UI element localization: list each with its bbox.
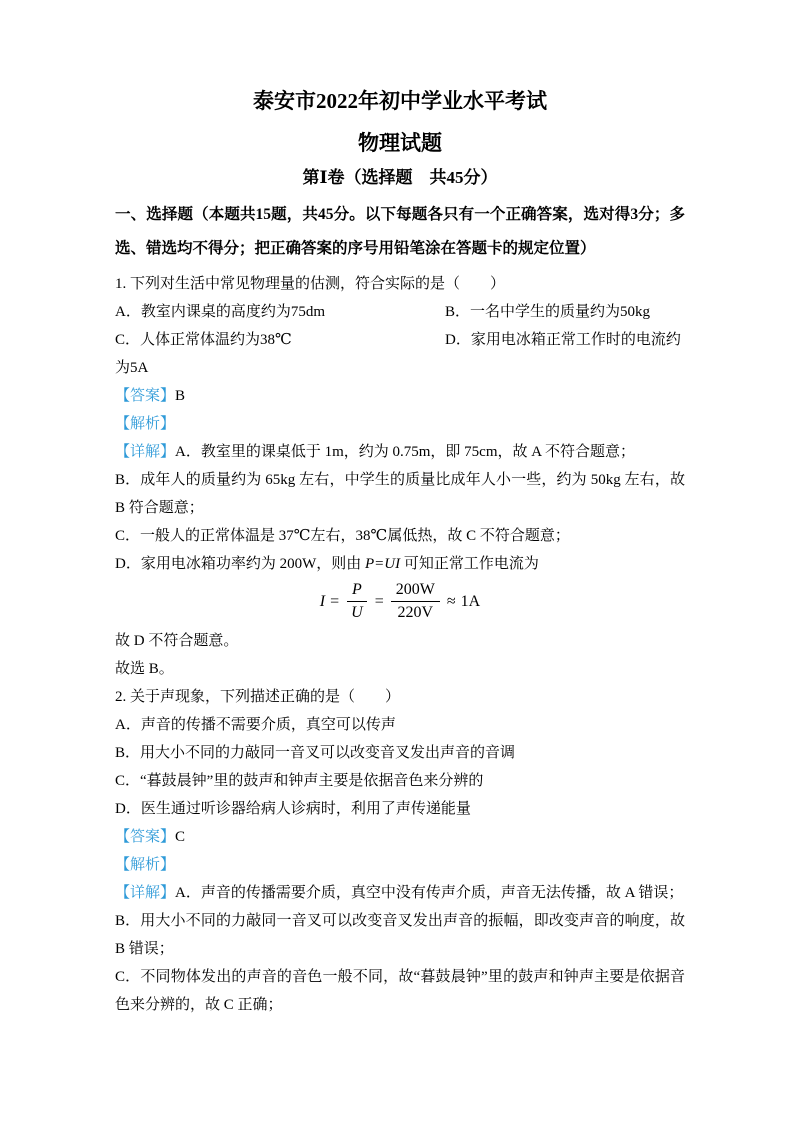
q1-option-c: C．人体正常体温约为38℃ (115, 332, 292, 348)
q1-detail-a (115, 438, 685, 466)
q2-analysis-line (115, 851, 685, 879)
formula-equals-2: = (374, 592, 384, 610)
formula-frac2-numerator: 200W (391, 581, 440, 602)
q1-answer-line (115, 382, 685, 410)
q1-options-row-1 (115, 298, 685, 326)
q1-options-row-2 (115, 326, 685, 354)
q2-detail-a-text: A．声音的传播需要介质，真空中没有传声介质，声音无法传播，故 A 错误； (175, 885, 684, 901)
formula-fraction-symbolic (346, 581, 368, 622)
q1-formula (115, 581, 685, 622)
formula-frac1-denominator: U (351, 604, 363, 621)
q1-detail-d-post: 可知正常工作电流为 (400, 556, 539, 572)
q2-stem: 2. 关于声现象，下列描述正确的是（ ） (115, 689, 401, 705)
q1-analysis-line (115, 410, 685, 438)
q1-detail-a-text: A．教室里的课桌低于 1m，约为 0.75m，即 75cm，故 A 不符合题意； (175, 444, 636, 460)
q1-answer-value: B (175, 388, 186, 404)
section-header: 第Ⅰ卷（选择题 共45分） (302, 168, 498, 187)
q1-conclusion-d: 故 D 不符合题意。 (115, 633, 239, 649)
q1-analysis-label: 【解析】 (115, 416, 176, 432)
q2-detail-label: 【详解】 (115, 885, 176, 901)
q1-option-a: A．教室内课桌的高度约为75dm (115, 304, 326, 320)
q1-option-b: B．一名中学生的质量约为50kg (445, 304, 651, 320)
q1-final-answer: 故选 B。 (115, 661, 174, 677)
exam-subtitle: 物理试题 (358, 131, 442, 155)
q1-option-d: D．家用电冰箱正常工作时的电流约 (445, 332, 681, 348)
q2-option-a: A．声音的传播不需要介质，真空可以传声 (115, 717, 396, 733)
q2-option-d: D．医生通过听诊器给病人诊病时，利用了声传递能量 (115, 801, 471, 817)
q1-detail-label: 【详解】 (115, 444, 176, 460)
q1-stem: 1. 下列对生活中常见物理量的估测，符合实际的是（ ） (115, 276, 506, 292)
formula-frac2-denominator: 220V (397, 604, 434, 621)
formula-equals-1: = (330, 592, 340, 610)
q2-detail-b: B．用大小不同的力敲同一音叉可以改变音叉发出声音的振幅，即改变声音的响度，故 B 错误； (115, 913, 685, 957)
q1-detail-c: C．一般人的正常体温是 37℃左右，38℃属低热，故 C 不符合题意； (115, 528, 570, 544)
q1-detail-d-pre: D．家用电冰箱功率约为 200W，则由 (115, 556, 365, 572)
q2-option-c: C．“暮鼓晨钟”里的鼓声和钟声主要是依据音色来分辨的 (115, 773, 484, 789)
q1-option-d-continuation: 为5A (115, 360, 149, 376)
q2-detail-c: C．不同物体发出的声音的音色一般不同，故“暮鼓晨钟”里的鼓声和钟声主要是依据音色来分辨的，故 C 正确； (115, 969, 685, 1013)
exam-title: 泰安市2022年初中学业水平考试 (253, 89, 547, 113)
q1-detail-d-math: P=UI (365, 556, 401, 572)
section-instructions: 一、选择题（本题共15题，共45分。以下每题各只有一个正确答案，选对得3分；多选、错选均不得分；把正确答案的序号用铅笔涂在答题卡的规定位置） (115, 206, 685, 257)
q2-answer-value: C (175, 829, 186, 845)
q1-detail-b: B．成年人的质量约为 65kg 左右，中学生的质量比成年人小一些，约为 50kg 左右，故 B 符合题意； (115, 472, 685, 516)
formula-fraction-numeric (391, 581, 440, 622)
q2-detail-a (115, 879, 685, 907)
formula-result: 1A (460, 592, 481, 610)
q1-detail-d (115, 550, 685, 578)
formula-lhs: I (319, 592, 326, 610)
q2-analysis-label: 【解析】 (115, 857, 176, 873)
q2-answer-label: 【答案】 (115, 829, 176, 845)
q1-answer-label: 【答案】 (115, 388, 176, 404)
q2-option-b: B．用大小不同的力敲同一音叉可以改变音叉发出声音的音调 (115, 745, 516, 761)
q2-answer-line (115, 823, 685, 851)
formula-approx-sign: ≈ (446, 592, 456, 610)
formula-frac1-numerator: P (352, 581, 362, 598)
